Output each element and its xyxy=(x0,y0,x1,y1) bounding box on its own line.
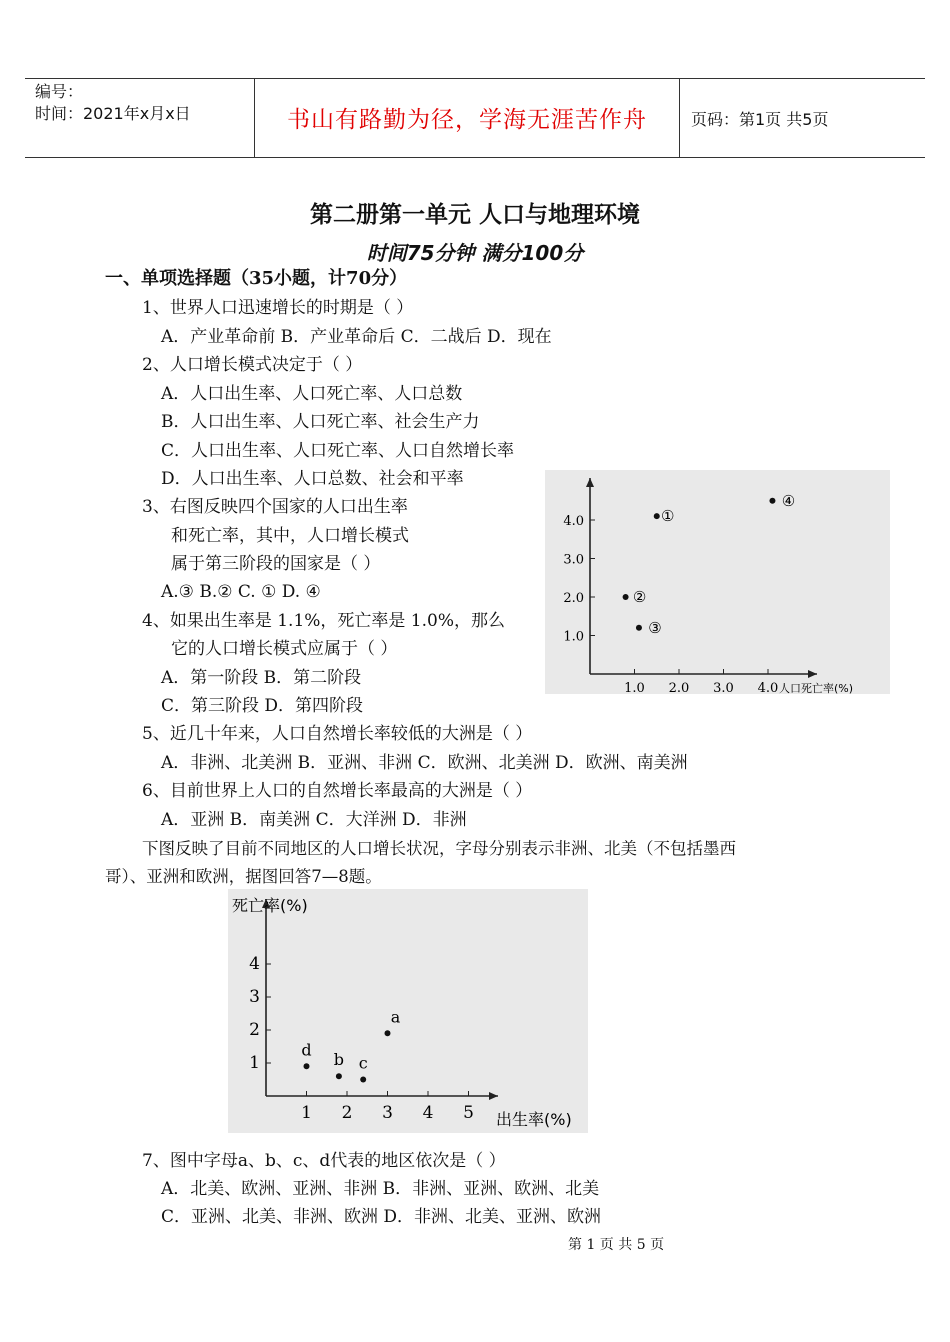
y-tick-label: 1 xyxy=(249,1053,260,1073)
time-label: 时间：2021年x月x日 xyxy=(35,104,191,123)
x-tick-label: 1 xyxy=(301,1103,312,1123)
question-2-option-b: B．人口出生率、人口死亡率、社会生产力 xyxy=(161,412,480,432)
point-label: a xyxy=(390,1007,401,1027)
x-axis-label: 人口死亡率(%) xyxy=(779,682,854,694)
point-label: c xyxy=(358,1053,368,1073)
question-2-stem: 2、人口增长模式决定于（ ） xyxy=(142,355,363,375)
page-footer: 第 1 页 共 5 页 xyxy=(568,1237,665,1253)
data-point xyxy=(304,1063,310,1069)
question-3-line-3: 属于第三阶段的国家是（ ） xyxy=(171,554,381,574)
x-tick-label: 1.0 xyxy=(624,681,645,694)
point-label: ④ xyxy=(781,491,796,510)
x-tick-label: 2 xyxy=(341,1103,353,1123)
x-axis-arrow xyxy=(489,1092,498,1100)
y-tick-label: 3.0 xyxy=(563,552,584,568)
point-label: b xyxy=(333,1050,345,1070)
question-3-line-2: 和死亡率，其中，人口增长模式 xyxy=(171,526,409,546)
question-4-options-cd: C．第三阶段 D．第四阶段 xyxy=(161,696,364,716)
question-3-line-1: 3、右图反映四个国家的人口出生率 xyxy=(142,497,408,517)
x-tick-label: 5 xyxy=(463,1103,474,1123)
section-heading: 一、单项选择题（35小题，计70分） xyxy=(105,268,408,289)
header-meta xyxy=(35,81,191,125)
point-label: d xyxy=(301,1040,312,1060)
point-label: ② xyxy=(632,588,647,606)
data-point xyxy=(336,1073,342,1079)
number-label: 编号： xyxy=(35,82,84,101)
question-2-option-a: A．人口出生率、人口死亡率、人口总数 xyxy=(161,384,463,404)
chart-2-svg xyxy=(228,889,588,1133)
y-tick-label: 2 xyxy=(249,1020,260,1040)
question-5-stem: 5、近几十年来，人口自然增长率较低的大洲是（ ） xyxy=(142,724,533,744)
birth-death-rate-chart-regions xyxy=(228,889,588,1133)
question-4-line-1: 4、如果出生率是 1.1%，死亡率是 1.0%，那么 xyxy=(142,611,506,631)
header-divider xyxy=(679,79,680,157)
y-tick-label: 2.0 xyxy=(563,591,584,606)
y-tick-label: 3 xyxy=(249,987,260,1007)
question-2-option-c: C．人口出生率、人口死亡率、人口自然增长率 xyxy=(161,441,515,461)
chart-1-svg xyxy=(545,470,890,694)
page-subtitle: 时间75分钟 满分100分 xyxy=(366,241,584,265)
intro-line-1: 下图反映了目前不同地区的人口增长状况，字母分别表示非洲、北美（不包括墨西 xyxy=(142,839,736,858)
question-3-options: A.③ B.② C. ① D. ④ xyxy=(161,582,321,602)
question-5-options: A．非洲、北美洲 B．亚洲、非洲 C．欧洲、北美洲 D．欧洲、南美洲 xyxy=(161,753,688,773)
y-axis-label: 死亡率(%) xyxy=(232,896,308,915)
document-header xyxy=(25,78,925,158)
data-point xyxy=(654,513,660,519)
birth-death-rate-chart-countries xyxy=(545,470,890,694)
data-point xyxy=(360,1077,366,1083)
y-tick-label: 4 xyxy=(249,954,260,974)
question-7-options-ab: A．北美、欧洲、亚洲、非洲 B．非洲、亚洲、欧洲、北美 xyxy=(161,1179,600,1199)
header-motto: 书山有路勤为径，学海无涯苦作舟 xyxy=(287,107,647,133)
data-point xyxy=(623,594,629,600)
data-point xyxy=(385,1030,391,1036)
question-6-options: A．亚洲 B．南美洲 C．大洋洲 D．非洲 xyxy=(161,810,467,830)
x-tick-label: 2.0 xyxy=(668,681,690,694)
x-tick-label: 4 xyxy=(422,1103,434,1123)
data-point xyxy=(769,498,775,504)
point-label: ③ xyxy=(648,618,662,637)
question-2-option-d: D．人口出生率、人口总数、社会和平率 xyxy=(161,469,464,489)
x-tick-label: 4.0 xyxy=(757,681,779,694)
question-7-stem: 7、图中字母a、b、c、d代表的地区依次是（ ） xyxy=(142,1151,506,1171)
question-4-options-ab: A．第一阶段 B．第二阶段 xyxy=(161,668,362,688)
x-tick-label: 3.0 xyxy=(713,681,734,694)
y-axis-arrow xyxy=(586,478,594,487)
intro-line-2: 哥）、亚洲和欧洲，据图回答7—8题。 xyxy=(105,867,382,886)
point-label: ① xyxy=(661,507,675,526)
page-info: 页码：第1页 共5页 xyxy=(691,110,829,129)
question-6-stem: 6、目前世界上人口的自然增长率最高的大洲是（ ） xyxy=(142,781,533,801)
y-tick-label: 1.0 xyxy=(563,629,584,645)
page-title: 第二册第一单元 人口与地理环境 xyxy=(309,202,640,228)
question-1-options: A．产业革命前 B．产业革命后 C．二战后 D．现在 xyxy=(161,327,552,347)
x-axis-arrow xyxy=(808,670,817,678)
x-tick-label: 3 xyxy=(382,1103,393,1123)
x-axis-label: 出生率(%) xyxy=(496,1110,572,1129)
question-7-options-cd: C．亚洲、北美、非洲、欧洲 D．非洲、北美、亚洲、欧洲 xyxy=(161,1207,602,1227)
question-4-line-2: 它的人口增长模式应属于（ ） xyxy=(171,639,398,659)
question-1-stem: 1、世界人口迅速增长的时期是（ ） xyxy=(142,298,414,318)
y-tick-label: 4.0 xyxy=(563,514,584,529)
data-point xyxy=(636,625,642,631)
